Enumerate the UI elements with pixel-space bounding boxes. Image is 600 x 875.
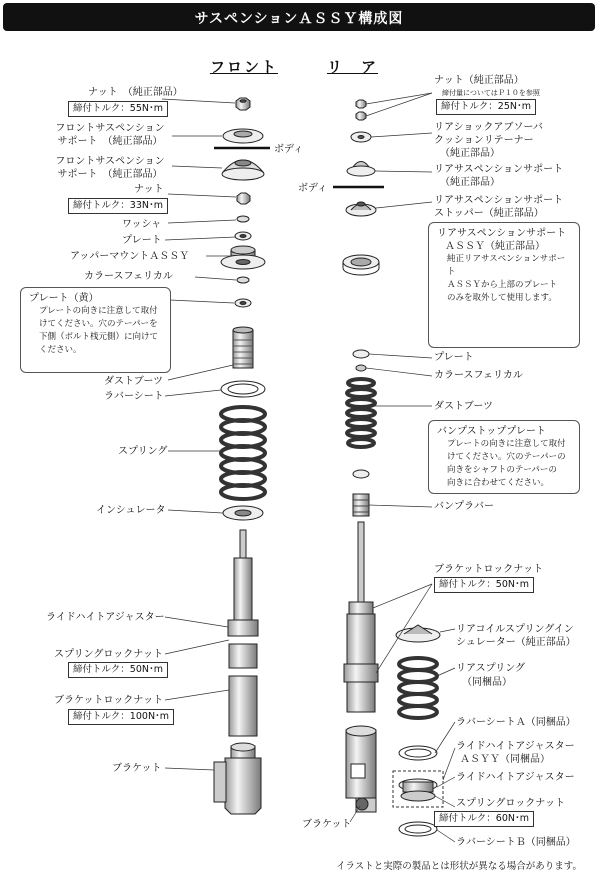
rear-collar-label: カラースフェリカル — [434, 370, 523, 381]
column-front-heading: フロント — [210, 58, 279, 76]
rear-retainer-label-2: クッションリテーナー — [434, 135, 534, 146]
front-washer — [237, 216, 249, 222]
rear-bump-rubber-label: バンプラバー — [434, 501, 494, 512]
front-note-line-2: けてください。穴のテーパーを — [39, 319, 158, 329]
rear-support-stopper — [346, 202, 376, 216]
front-upper-mount — [221, 246, 265, 269]
front-damper — [228, 530, 258, 786]
rear-nut-torque: 締付トルク：25N･m — [436, 99, 536, 115]
front-nut2-label: ナット — [134, 184, 164, 195]
rear-stopper-label-2: ストッパー（純正部品） — [434, 208, 544, 219]
rear-support-assy-part — [343, 255, 379, 275]
rear-bracket — [346, 726, 376, 812]
front-support-1 — [223, 129, 263, 143]
rear-dust-boot — [347, 379, 375, 447]
front-spring — [221, 407, 265, 499]
rear-nuts — [356, 100, 366, 120]
rear-spring-lock-torque: 締付トルク：60N･m — [434, 811, 534, 827]
rear-spring — [399, 658, 437, 718]
front-upper-mount-label: アッパーマウントＡＳＳＹ — [70, 251, 190, 262]
rear-note2-line-1: プレートの向きに注意して取付 — [447, 439, 566, 449]
rear-stopper-label-1: リアサスペンションサポート — [434, 195, 564, 206]
rear-support — [347, 162, 375, 177]
front-support2-label-2: サポート （純正部品） — [57, 169, 163, 180]
front-spring-label: スプリング — [118, 446, 168, 457]
rear-coil-insulator — [396, 625, 440, 642]
front-bracket-lock-label: ブラケットロックナット — [54, 695, 164, 706]
front-washer-label: ワッシャ — [122, 219, 162, 230]
front-ride-height-label: ライドハイトアジャスター — [46, 612, 165, 623]
rear-note2-line-2: けてください。穴のテーパーの — [447, 452, 566, 462]
front-nut-torque: 締付トルク：55N･m — [68, 101, 168, 117]
rear-retainer-label-3: （純正部品） — [440, 148, 500, 159]
front-collar — [237, 277, 249, 283]
front-nut-label: ナット （純正部品） — [88, 87, 183, 98]
rear-ride-height-label: ライドハイトアジャスター — [456, 772, 575, 783]
rear-note1-line-2: ＡＳＳＹから上部のプレート — [447, 280, 558, 290]
rear-spring-label-1: リアスプリング — [456, 663, 525, 674]
rear-note2-heading: バンプストッププレート — [437, 426, 546, 437]
rear-spring-label-2: （同梱品） — [462, 677, 512, 688]
front-support-label-1: フロントサスペンション — [55, 123, 165, 134]
front-nut — [236, 98, 250, 110]
front-insulator — [223, 506, 263, 520]
rear-nut-note: 締付量についてはＰ１０を参照 — [442, 89, 540, 97]
rear-ride-height-adjuster — [399, 779, 437, 801]
front-insulator-label: インシュレータ — [96, 505, 166, 516]
front-support2-label-1: フロントサスペンション — [55, 156, 165, 167]
rear-body-label: ボディ — [298, 183, 328, 194]
front-collar-label: カラースフェリカル — [84, 271, 173, 282]
rear-bracket-lock-label: ブラケットロックナット — [434, 564, 544, 575]
column-rear-heading: リ ア — [327, 58, 379, 76]
rear-rubber-a-label: ラバーシートＡ（同梱品） — [456, 717, 576, 728]
front-spring-lock-label: スプリングロックナット — [54, 649, 163, 660]
footer-disclaimer: イラストと実際の製品とは形状が異なる場合があります。 — [336, 861, 582, 872]
page-title: サスペンションＡＳＳＹ構成図 — [194, 11, 404, 27]
front-plate-label: プレート — [122, 235, 162, 246]
rear-note1-line-3: のみを取外して使用します。 — [447, 293, 557, 303]
front-plate-note — [20, 287, 171, 373]
front-nut2-torque: 締付トルク：33N･m — [68, 198, 168, 214]
rear-note2-line-3: 向きをシャフトのテーパーの — [447, 465, 557, 475]
rear-ride-assy-label-2: ＡＳＹＹ（同梱品） — [460, 754, 550, 765]
rear-coil-insulator-label-2: シュレーター（純正部品） — [456, 637, 576, 648]
rear-bracket-label: ブラケット — [302, 819, 352, 830]
rear-spring-lock-label: スプリングロックナット — [456, 798, 565, 809]
rear-bracket-lock-torque: 締付トルク：50N･m — [434, 577, 534, 593]
rear-note1-heading-2: ＡＳＳＹ（純正部品） — [445, 241, 545, 252]
rear-rubber-sheet-b — [399, 822, 437, 836]
front-bracket-lock-torque: 締付トルク：100N･m — [68, 709, 174, 725]
rear-support-note — [428, 222, 580, 348]
rear-note2-line-4: 向きに合わせてください。 — [447, 478, 550, 488]
front-bracket-label: ブラケット — [112, 763, 162, 774]
front-support-label-2: サポート （純正部品） — [57, 136, 163, 147]
rear-ride-assy-label-1: ライドハイトアジャスター — [456, 741, 575, 752]
rear-support-label-1: リアサスペンションサポート — [434, 164, 564, 175]
front-rubber-sheet — [221, 381, 265, 397]
rear-note1-line-1: 純正リアサスペンションサポート — [447, 254, 566, 277]
rear-retainer-label-1: リアショックアブソーバ — [434, 122, 543, 133]
rear-damper — [344, 522, 378, 712]
rear-cushion-retainer — [351, 132, 371, 142]
rear-plate-label: プレート — [434, 352, 474, 363]
front-nut-2 — [237, 193, 250, 204]
rear-collar — [356, 365, 366, 371]
front-spring-lock-torque: 締付トルク：50N･m — [68, 662, 168, 678]
front-note-line-1: プレートの向きに注意して取付 — [39, 306, 158, 316]
rear-rubber-b-label: ラバーシートＢ（同梱品） — [456, 837, 576, 848]
front-dust-boot — [233, 327, 253, 368]
rear-rubber-sheet-a — [399, 746, 437, 760]
rear-bump-rubber — [353, 494, 369, 516]
front-note-heading: プレート（黄） — [29, 293, 99, 304]
rear-support-label-2: （純正部品） — [440, 177, 500, 188]
front-dust-boots-label: ダストブーツ — [104, 376, 163, 387]
rear-bump-stop-note — [428, 420, 580, 494]
front-note-line-4: ください。 — [39, 345, 82, 355]
front-note-line-3: 下側（ボルト桟元側）に向けて — [39, 332, 159, 342]
rear-coil-insulator-label-1: リアコイルスプリングイン — [456, 624, 574, 635]
rear-plate — [353, 350, 369, 358]
front-body-label: ボディ — [274, 144, 304, 155]
front-plate-yellow — [235, 299, 251, 307]
front-rubber-sheet-label: ラバーシート — [104, 391, 164, 402]
front-support-2 — [222, 160, 264, 180]
front-bracket — [214, 758, 261, 814]
front-plate — [235, 232, 251, 240]
rear-note1-heading: リアサスペンションサポート — [437, 228, 567, 239]
rear-nut-label: ナット（純正部品） — [434, 75, 524, 86]
rear-bump-stop-plate — [353, 470, 369, 478]
rear-dust-boots-label: ダストブーツ — [434, 401, 493, 412]
